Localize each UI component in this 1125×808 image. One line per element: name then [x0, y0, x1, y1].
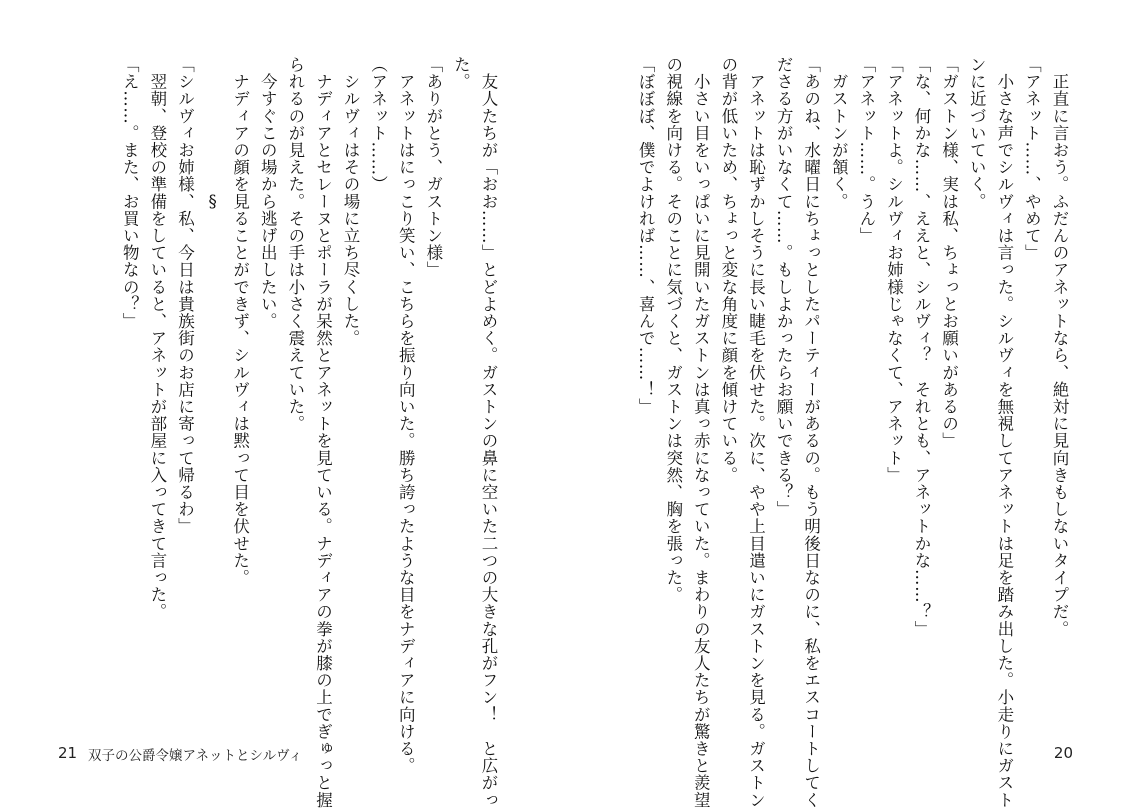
text-line: 「ガストン様、実は私、ちょっとお願いがあるの」 — [939, 56, 959, 450]
text-line: シルヴィはその場に立ち尽くした。 — [341, 56, 361, 347]
text-line: 「ぼぼぼ、僕でよければ……、喜んで……！」 — [636, 56, 656, 416]
text-line: 今すぐこの場から逃げ出したい。 — [258, 56, 278, 330]
right-page — [563, 0, 1125, 808]
text-line: アネットは恥ずかしそうに長い睫毛を伏せた。次に、やや上目遣いにガストンを見る。ガストン — [746, 56, 766, 808]
text-line: 「な、何かな……、ええと、シルヴィ？ それとも、アネットかな……？」 — [912, 56, 932, 638]
text-line: 小さい目をいっぱいに見開いたガストンは真っ赤になっていた。まわりの友人たちが驚きと羨望 — [691, 56, 711, 808]
text-line: 「アネットよ。シルヴィお姉様じゃなくて、アネット」 — [884, 56, 904, 484]
running-title: 双子の公爵令嬢アネットとシルヴィ — [88, 748, 303, 764]
text-line: アネットはにっこり笑い、こちらを振り向いた。勝ち誇ったような目をナディアに向ける。 — [396, 56, 416, 775]
text-line: の視線を向ける。そのことに気づくと、ガストンは突然、胸を張った。 — [663, 56, 683, 604]
text-line: ナディアの顔を見ることができず、シルヴィは黙って目を伏せた。 — [230, 56, 250, 587]
text-line: （アネット……） — [368, 56, 388, 193]
text-line: 「アネット……、やめて」 — [1022, 56, 1042, 262]
text-line: 正直に言おう。ふだんのアネットなら、絶対に見向きもしないタイプだ。 — [1050, 56, 1069, 638]
text-line: ナディアとセレーヌとポーラが呆然とアネットを見ている。ナディアの拳が膝の上でぎゅっと握 — [313, 56, 333, 808]
text-line: 「シルヴィお姉様、私、今日は貴族街のお店に寄って帰るわ」 — [175, 56, 195, 535]
text-line: 「ありがとう、ガストン様」 — [423, 56, 443, 279]
page-number: 20 — [1053, 744, 1073, 762]
text-line: られるのが見えた。その手は小さく震えていた。 — [285, 56, 305, 433]
section-break-mark: § — [203, 192, 223, 212]
text-line: た。 — [451, 56, 471, 91]
text-line: 「え……。また、お買い物なの？」 — [120, 56, 140, 330]
text-line: ださる方がいなくて……。もしよかったらお願いできる？」 — [774, 56, 794, 518]
text-line: 「あのね、水曜日にちょっとしたパーティーがあるの。もう明後日なのに、私をエスコートしてく — [801, 56, 821, 808]
text-line: 「アネット……。うん」 — [856, 56, 876, 245]
text-line: の背が低いため、ちょっと変な角度に顔を傾けている。 — [718, 56, 738, 484]
text-line: ンに近づいていく。 — [967, 56, 987, 210]
text-line: 友人たちが「おお……」とどよめく。ガストンの鼻に空いた二つの大きな孔がフン！ と広がっ — [479, 56, 498, 808]
text-line: ガストンが頷く。 — [829, 56, 849, 210]
left-page — [0, 0, 562, 808]
text-line: 翌朝、登校の準備をしていると、アネットが部屋に入ってきて言った。 — [147, 56, 167, 621]
text-line: 小さな声でシルヴィは言った。シルヴィを無視してアネットは足を踏み出した。小走りにガスト — [994, 56, 1014, 808]
page-number: 21 — [58, 744, 78, 762]
